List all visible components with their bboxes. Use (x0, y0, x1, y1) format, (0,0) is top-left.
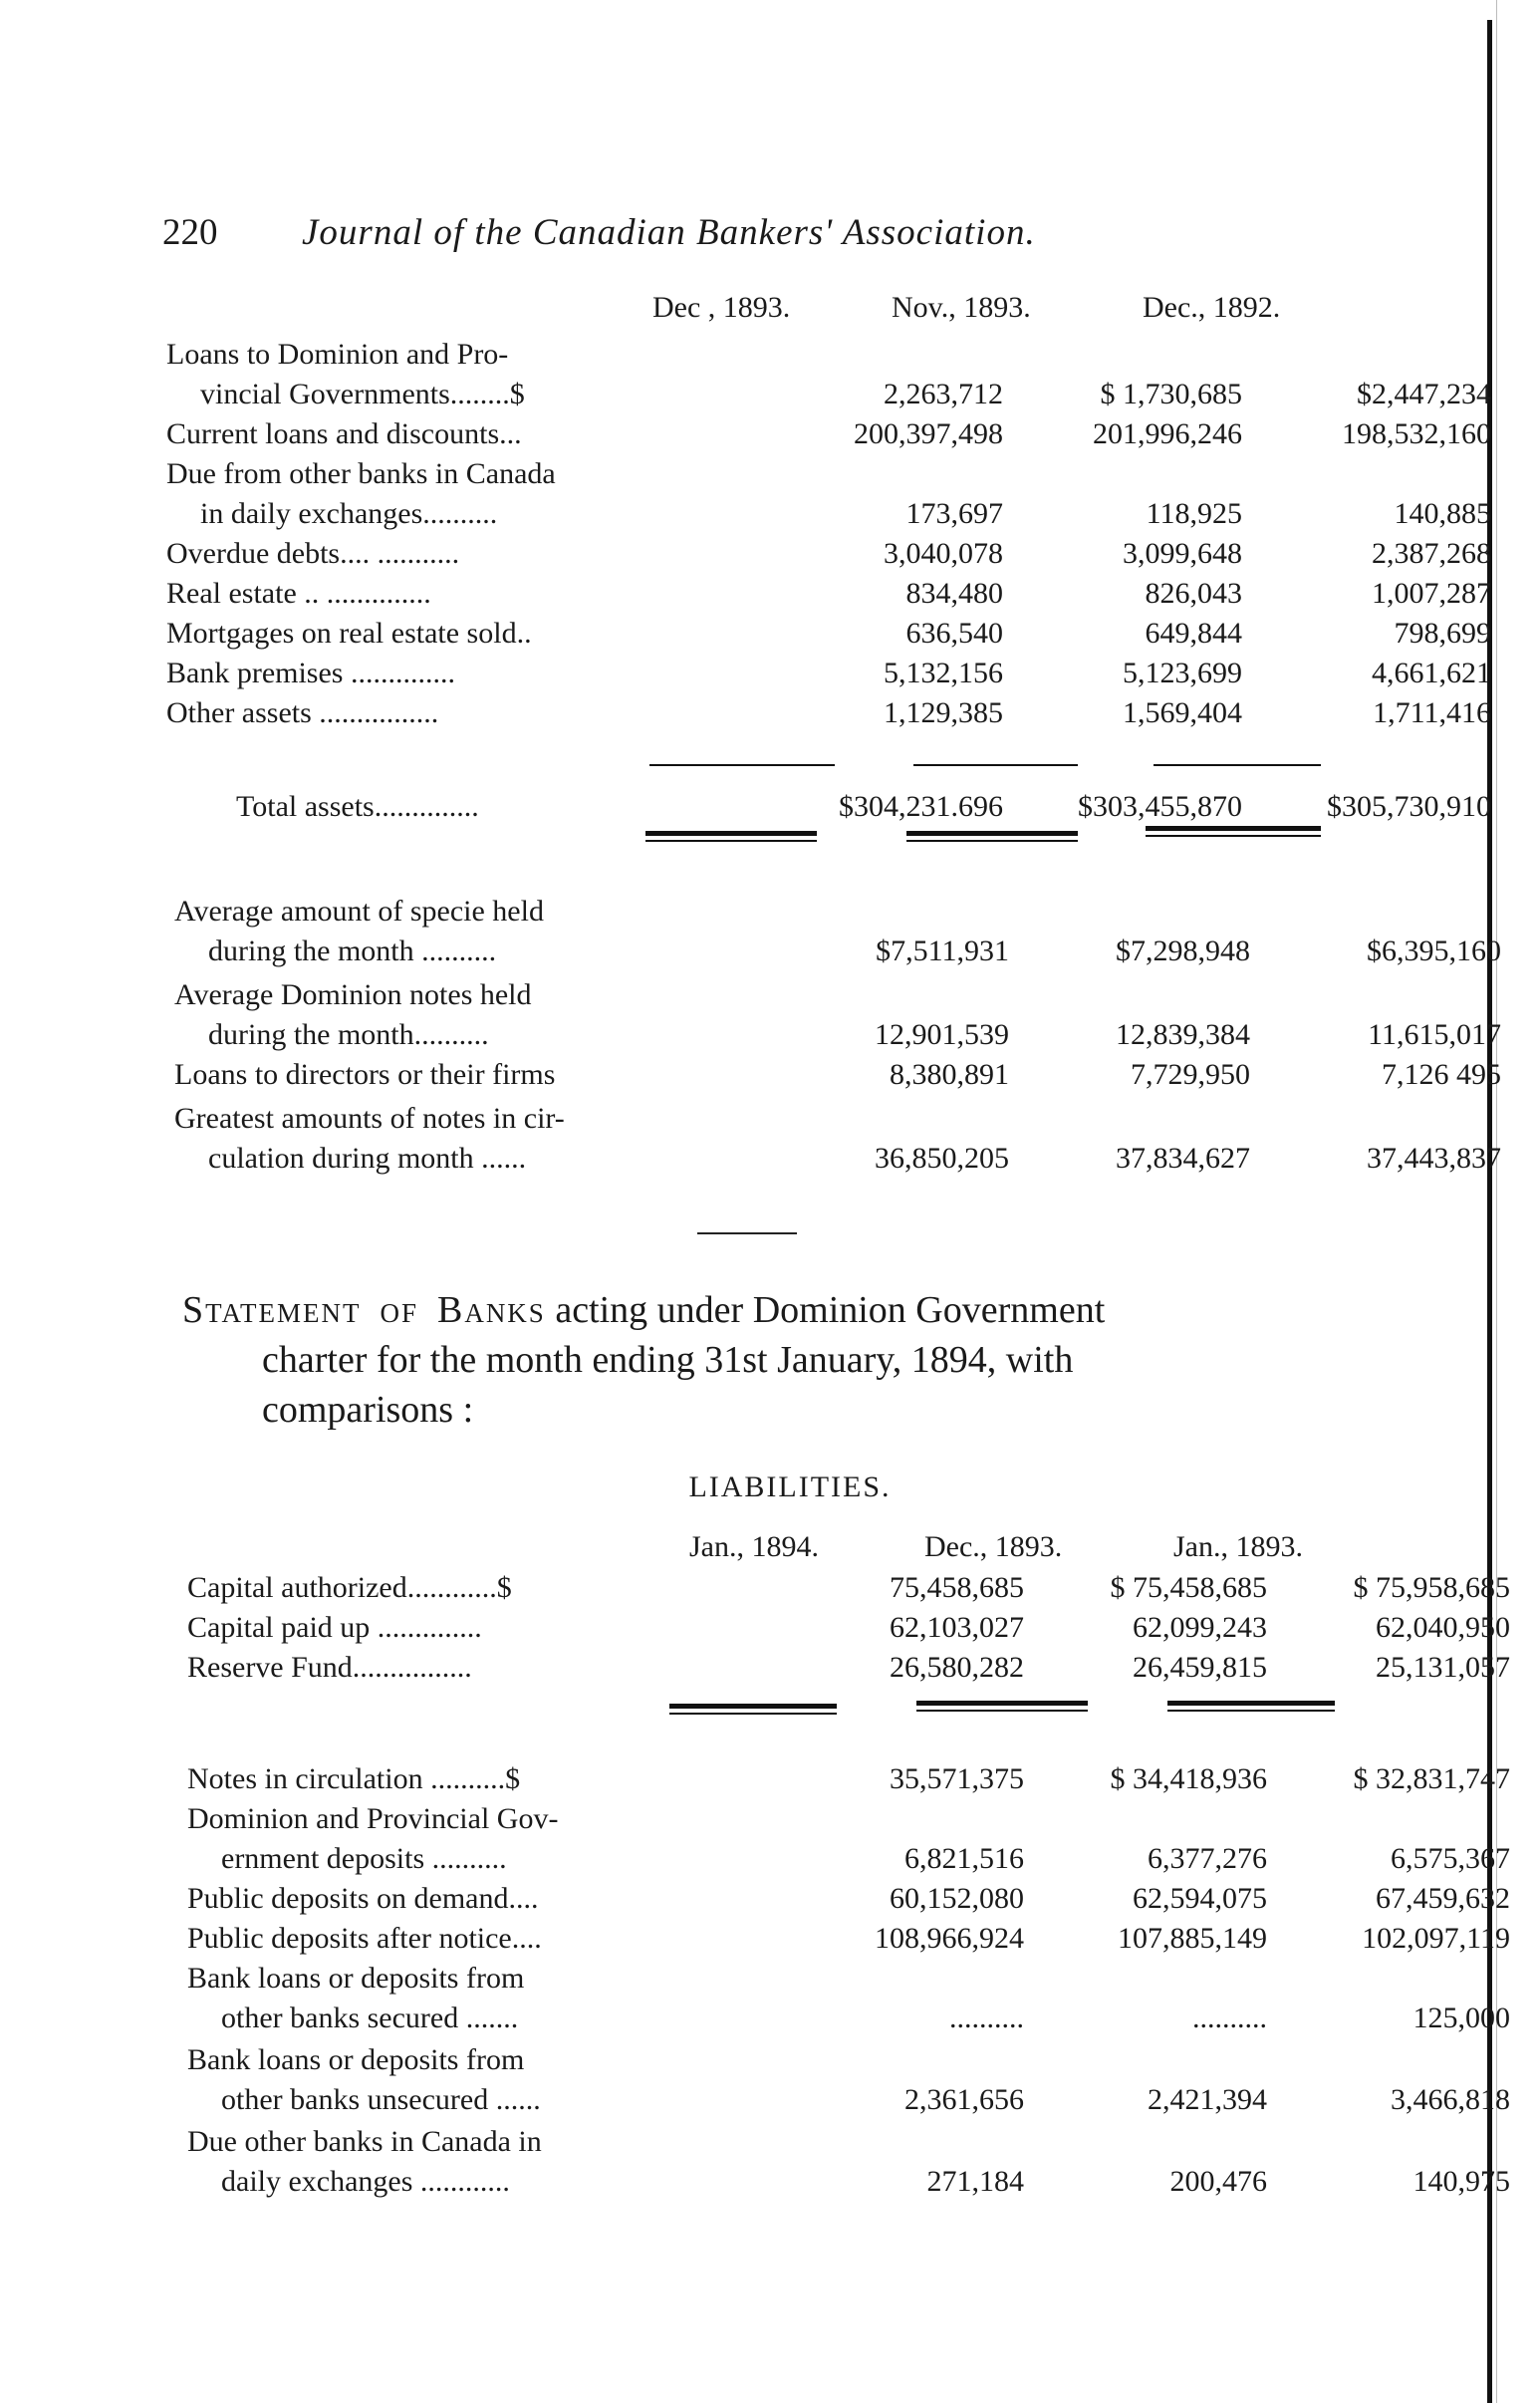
row-label: Bank premises .............. (166, 657, 455, 689)
statement-word: Banks (436, 1289, 546, 1331)
cell-value: 271,184 (926, 2165, 1024, 2198)
table-row (174, 1055, 1501, 1095)
statement-line-3: comparisons : (262, 1389, 474, 1431)
cell-value: 8,380,891 (890, 1058, 1009, 1091)
cell-value: 200,476 (1169, 2165, 1267, 2198)
page-number: 220 (162, 212, 218, 253)
row-label-cont: vincial Governments........$ (200, 378, 525, 410)
cell-value: 3,099,648 (1123, 537, 1242, 570)
cell-value: 6,377,276 (1148, 1842, 1267, 1875)
cell-value: $ 34,418,936 (1110, 1762, 1267, 1795)
cell-value: 201,996,246 (1093, 417, 1242, 450)
row-label: Bank loans or deposits from (187, 1962, 525, 1995)
table-row (187, 1759, 1510, 1799)
cell-value: 5,123,699 (1123, 657, 1242, 689)
cell-value: 6,575,367 (1391, 1842, 1510, 1875)
page-edge-shadow (1496, 0, 1497, 2403)
total-assets-row (166, 787, 1491, 827)
table-row (166, 693, 1491, 733)
cell-value: 1,711,416 (1373, 696, 1491, 729)
row-label-cont: ernment deposits .......... (221, 1842, 507, 1875)
double-rule (645, 840, 817, 842)
cell-value: 125,000 (1412, 2002, 1510, 2034)
row-label: Total assets.............. (236, 790, 479, 823)
table-row (187, 1879, 1510, 1919)
cell-value: 3,040,078 (884, 537, 1003, 570)
column-header: Jan., 1894. (689, 1530, 819, 1563)
table-row (166, 574, 1491, 614)
cell-value: 102,097,119 (1362, 1922, 1510, 1955)
statement-heading (182, 1285, 1328, 1435)
table-row (187, 2040, 1510, 2120)
assets-column-headers (166, 291, 1342, 341)
cell-value: 2,361,656 (904, 2083, 1024, 2116)
table-row (187, 1799, 1510, 1879)
cell-value: 1,129,385 (884, 696, 1003, 729)
statement-word: of (380, 1289, 418, 1331)
cell-value: 62,040,950 (1376, 1611, 1510, 1644)
cell-value: 7,126 495 (1382, 1058, 1501, 1091)
cell-value: 5,132,156 (884, 657, 1003, 689)
row-label: Due from other banks in Canada (166, 457, 556, 490)
running-header (162, 211, 1258, 254)
cell-value: 2,263,712 (884, 378, 1003, 410)
cell-value: 834,480 (905, 577, 1003, 610)
cell-value: 200,397,498 (854, 417, 1003, 450)
cell-value: 12,839,384 (1116, 1018, 1250, 1051)
row-label-cont: other banks secured ....... (221, 2002, 519, 2034)
statement-word: Statement (182, 1289, 362, 1331)
cell-value: 36,850,205 (875, 1142, 1009, 1175)
averages-table (174, 892, 1501, 1179)
cell-value: 198,532,160 (1342, 417, 1491, 450)
cell-value: $ 75,458,685 (1110, 1571, 1267, 1604)
liabilities-detail-table (187, 1759, 1510, 2202)
table-row (166, 614, 1491, 654)
cell-value: 2,387,268 (1372, 537, 1491, 570)
row-label: Bank loans or deposits from (187, 2043, 525, 2076)
row-label: Average amount of specie held (174, 895, 544, 928)
double-rule (669, 1713, 837, 1715)
journal-title: Journal of the Canadian Bankers' Association. (302, 212, 1036, 253)
row-label: Public deposits on demand.... (187, 1882, 539, 1915)
table-row (166, 787, 1491, 827)
total-rule (913, 764, 1078, 766)
cell-value: 118,925 (1146, 497, 1242, 530)
total-rule (649, 764, 835, 766)
cell-value: 26,580,282 (890, 1651, 1024, 1684)
table-row (174, 975, 1501, 1055)
double-rule (1167, 1710, 1335, 1712)
row-label: Public deposits after notice.... (187, 1922, 542, 1955)
table-row (187, 1648, 1510, 1688)
double-rule (669, 1704, 837, 1709)
row-label: Current loans and discounts... (166, 417, 522, 450)
row-label-cont: during the month.......... (208, 1018, 489, 1051)
row-label: Notes in circulation ..........$ (187, 1762, 521, 1795)
cell-value: 11,615,017 (1368, 1018, 1501, 1051)
cell-value: 6,821,516 (904, 1842, 1024, 1875)
table-row (187, 1608, 1510, 1648)
cell-value: 67,459,632 (1376, 1882, 1510, 1915)
cell-value: $7,511,931 (876, 934, 1009, 967)
double-rule (916, 1710, 1088, 1712)
row-label: Average Dominion notes held (174, 978, 532, 1011)
column-header: Jan., 1893. (1173, 1530, 1303, 1563)
double-rule (645, 831, 817, 836)
cell-value: .......... (949, 2002, 1024, 2034)
row-label: Loans to Dominion and Pro- (166, 338, 509, 371)
row-label: Real estate .. .............. (166, 577, 431, 610)
cell-value: 2,421,394 (1148, 2083, 1267, 2116)
cell-value: $305,730,910 (1327, 790, 1491, 823)
double-rule (906, 840, 1078, 842)
table-row (174, 1099, 1501, 1179)
row-label: Overdue debts.... ........... (166, 537, 460, 570)
row-label: Other assets ................ (166, 696, 439, 729)
column-header: Nov., 1893. (892, 291, 1031, 324)
section-divider (697, 1232, 797, 1234)
cell-value: $ 32,831,747 (1353, 1762, 1510, 1795)
cell-value: 62,594,075 (1133, 1882, 1267, 1915)
row-label: Due other banks in Canada in (187, 2125, 542, 2158)
cell-value: 107,885,149 (1118, 1922, 1267, 1955)
statement-text: acting under Dominion Government (555, 1289, 1106, 1331)
cell-value: 37,443,837 (1367, 1142, 1501, 1175)
row-label-cont: other banks unsecured ...... (221, 2083, 541, 2116)
double-rule (906, 831, 1078, 836)
table-row (166, 454, 1491, 534)
table-row (166, 654, 1491, 693)
column-header: Dec., 1893. (924, 1530, 1063, 1563)
cell-value: $304,231.696 (839, 790, 1003, 823)
cell-value: $ 1,730,685 (1100, 378, 1242, 410)
table-row (166, 335, 1491, 414)
cell-value: 140,885 (1394, 497, 1491, 530)
cell-value: $ 75,958,685 (1353, 1571, 1510, 1604)
statement-line-1 (182, 1285, 1328, 1335)
column-header: Dec., 1892. (1143, 291, 1281, 324)
cell-value: 12,901,539 (875, 1018, 1009, 1051)
row-label: Capital paid up .............. (187, 1611, 482, 1644)
cell-value: 1,007,287 (1372, 577, 1491, 610)
cell-value: 1,569,404 (1123, 696, 1242, 729)
cell-value: 108,966,924 (875, 1922, 1024, 1955)
row-label: Reserve Fund................ (187, 1651, 472, 1684)
cell-value: 37,834,627 (1116, 1142, 1250, 1175)
cell-value: 826,043 (1145, 577, 1242, 610)
table-row (187, 1919, 1510, 1959)
row-label-cont: during the month .......... (208, 934, 497, 967)
statement-line-2: charter for the month ending 31st January, 1894, with (262, 1339, 1074, 1381)
cell-value: 3,466,818 (1391, 2083, 1510, 2116)
row-label-cont: in daily exchanges.......... (200, 497, 498, 530)
double-rule (1146, 826, 1321, 831)
cell-value: 75,458,685 (890, 1571, 1024, 1604)
cell-value: .......... (1192, 2002, 1267, 2034)
row-label: Dominion and Provincial Gov- (187, 1802, 559, 1835)
cell-value: $7,298,948 (1116, 934, 1250, 967)
row-label: Mortgages on real estate sold.. (166, 617, 532, 650)
table-row (166, 414, 1491, 454)
row-label-cont: daily exchanges ............ (221, 2165, 510, 2198)
row-label-cont: culation during month ...... (208, 1142, 527, 1175)
double-rule (1146, 835, 1321, 837)
row-label: Capital authorized............$ (187, 1571, 512, 1604)
cell-value: 636,540 (905, 617, 1003, 650)
table-row (174, 892, 1501, 971)
cell-value: 26,459,815 (1133, 1651, 1267, 1684)
table-row (187, 2122, 1510, 2202)
cell-value: 25,131,057 (1376, 1651, 1510, 1684)
table-row (187, 1568, 1510, 1608)
cell-value: 7,729,950 (1131, 1058, 1250, 1091)
column-header: Dec , 1893. (652, 291, 791, 324)
cell-value: 173,697 (905, 497, 1003, 530)
cell-value: 35,571,375 (890, 1762, 1024, 1795)
cell-value: $2,447,234 (1357, 378, 1491, 410)
double-rule (916, 1701, 1088, 1706)
cell-value: 62,103,027 (890, 1611, 1024, 1644)
cell-value: $6,395,160 (1367, 934, 1501, 967)
cell-value: 60,152,080 (890, 1882, 1024, 1915)
total-rule (1154, 764, 1321, 766)
cell-value: $303,455,870 (1078, 790, 1242, 823)
cell-value: 140,975 (1412, 2165, 1510, 2198)
table-row (166, 534, 1491, 574)
liabilities-heading: LIABILITIES. (688, 1470, 892, 1503)
table-row (187, 1959, 1510, 2038)
row-label: Greatest amounts of notes in cir- (174, 1102, 565, 1135)
assets-table (166, 291, 1491, 733)
cell-value: 649,844 (1145, 617, 1242, 650)
cell-value: 4,661,621 (1372, 657, 1491, 689)
liabilities-table (187, 1530, 1510, 1688)
cell-value: 798,699 (1394, 617, 1491, 650)
cell-value: 62,099,243 (1133, 1611, 1267, 1644)
double-rule (1167, 1701, 1335, 1706)
row-label: Loans to directors or their firms (174, 1058, 556, 1091)
